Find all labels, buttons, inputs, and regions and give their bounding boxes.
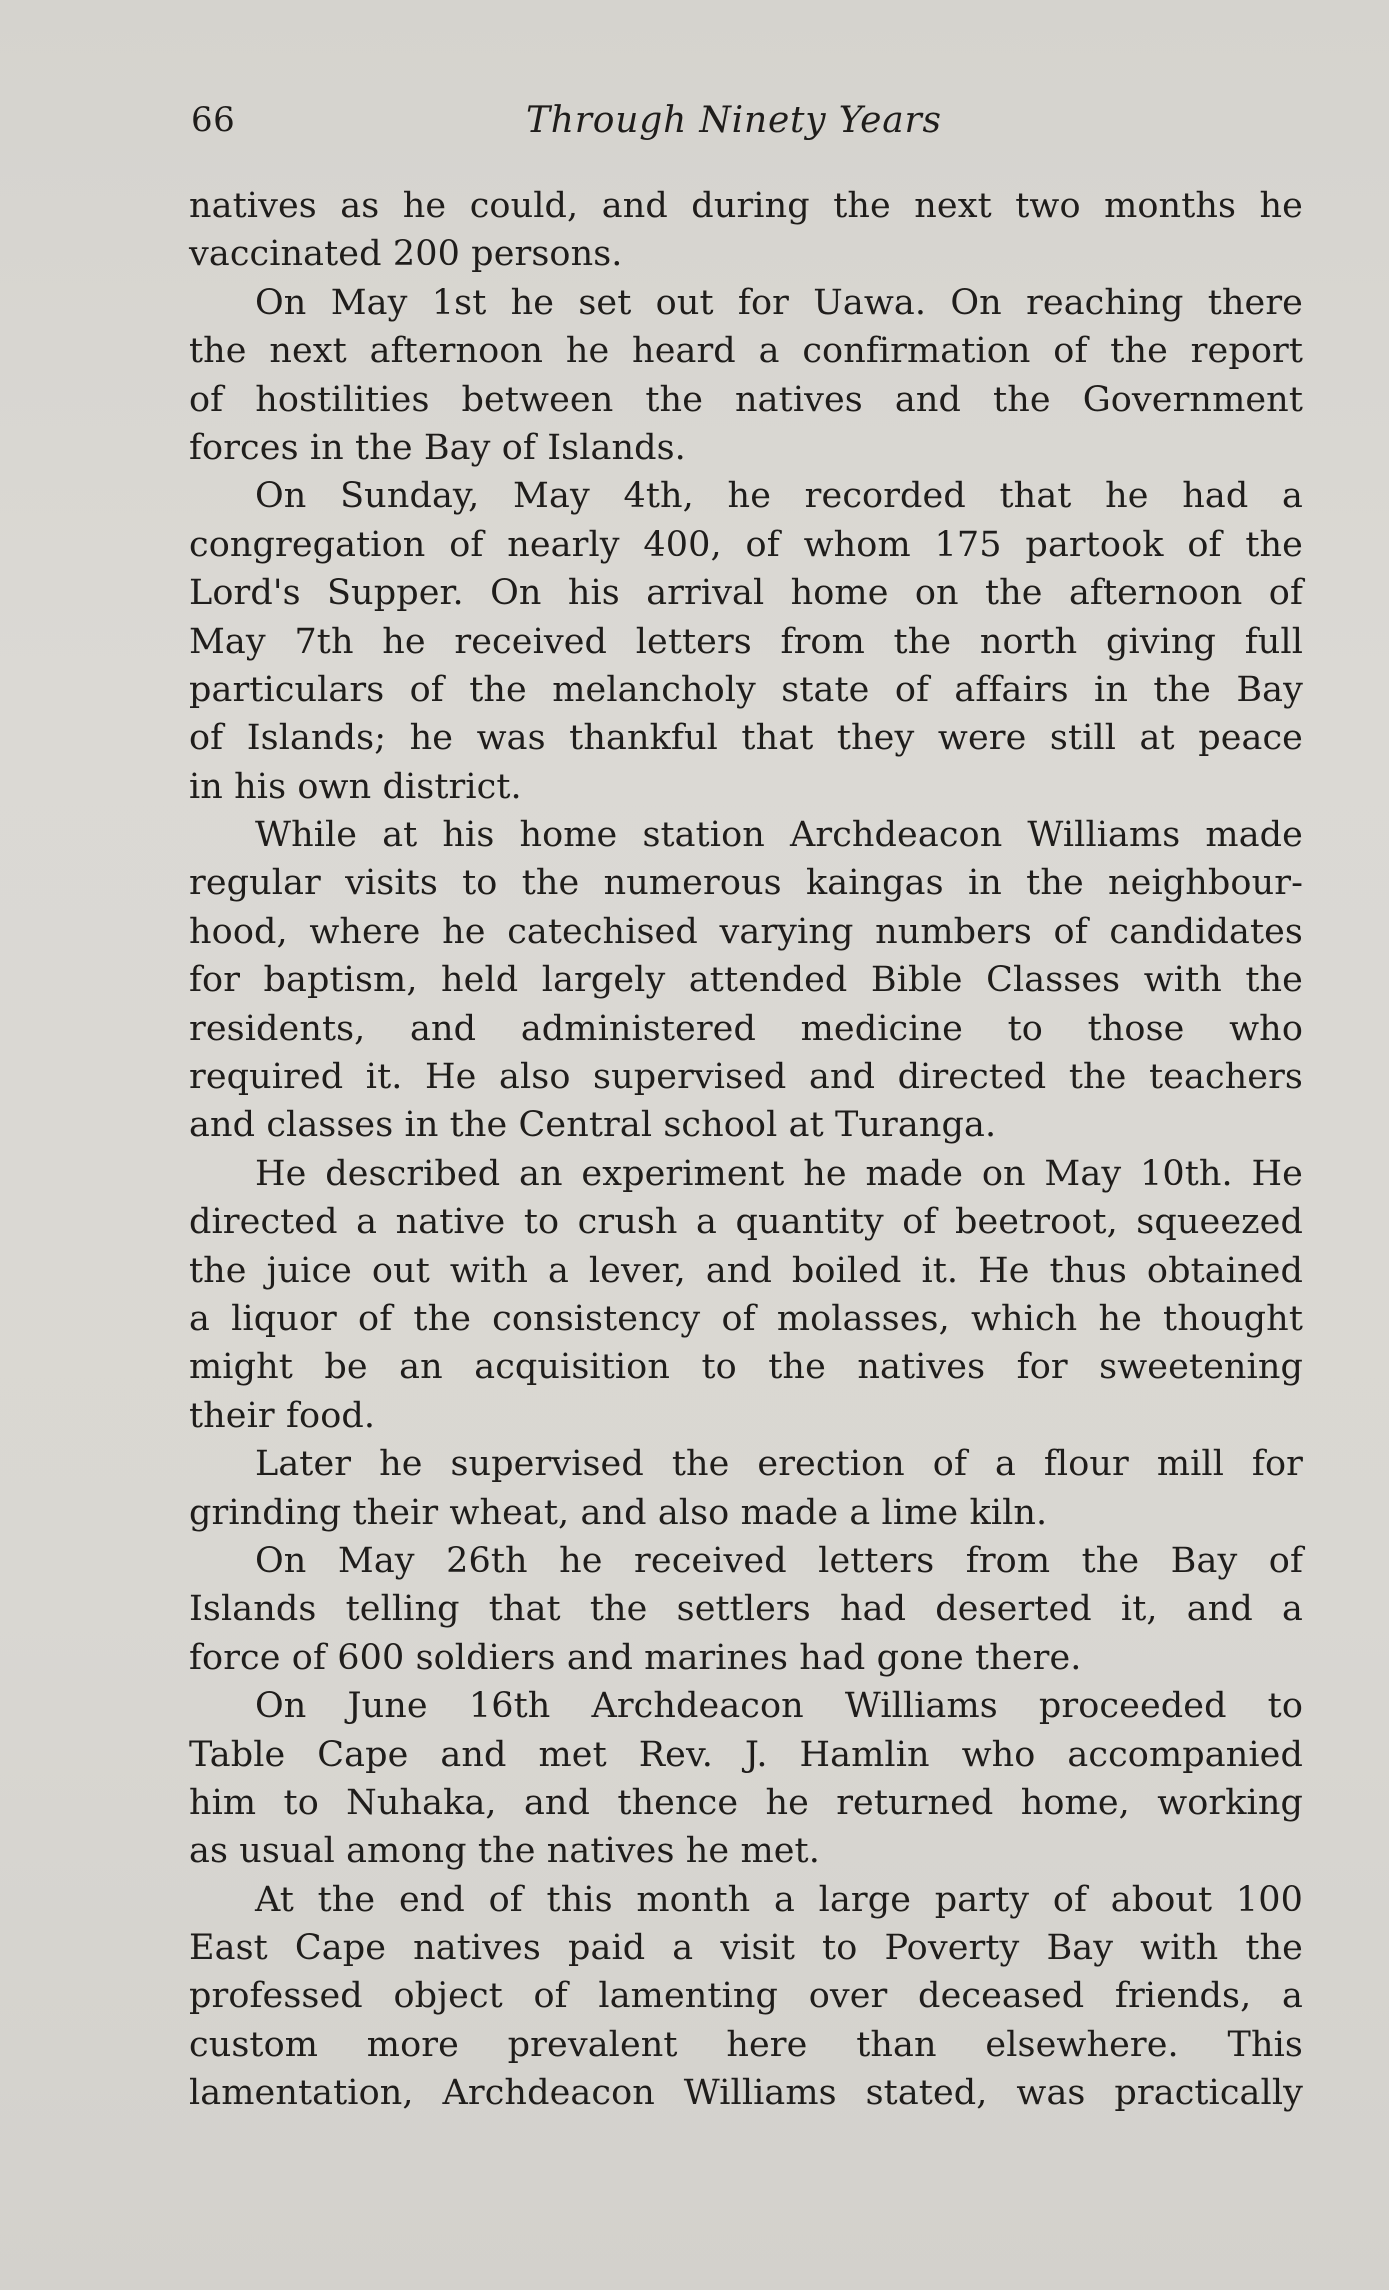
body-text: [189, 182, 1303, 2118]
text-line: the next afternoon he heard a confirmation of the report: [189, 331, 1303, 372]
text-line: and classes in the Central school at Turanga.: [189, 1105, 997, 1146]
text-line: May 7th he received letters from the north giving full: [189, 621, 1303, 662]
text-line: of Islands; he was thankful that they were still at peace: [189, 718, 1303, 759]
text-line: custom more prevalent here than elsewhere. This: [189, 2024, 1303, 2065]
paragraph-first-line: On May 1st he set out for Uawa. On reaching there: [255, 282, 1303, 323]
text-line: forces in the Bay of Islands.: [189, 427, 686, 468]
text-line: directed a native to crush a quantity of beetroot, squeezed: [189, 1202, 1303, 1243]
text-line: residents, and administered medicine to those who: [189, 1008, 1303, 1049]
text-line: him to Nuhaka, and thence he returned home, working: [189, 1782, 1303, 1823]
text-line: vaccinated 200 persons.: [189, 234, 623, 275]
running-title: Through Ninety Years: [526, 100, 942, 141]
text-line: regular visits to the numerous kaingas in the neighbour-: [189, 863, 1303, 904]
text-line: lamentation, Archdeacon Williams stated, was practically: [189, 2073, 1303, 2114]
text-line: a liquor of the consistency of molasses, which he thought: [189, 1298, 1303, 1339]
paragraph-first-line: On June 16th Archdeacon Williams proceeded to: [255, 1686, 1303, 1727]
paragraph-first-line: At the end of this month a large party of about 100: [255, 1879, 1303, 1920]
text-line: congregation of nearly 400, of whom 175 partook of the: [189, 524, 1303, 565]
paragraph-first-line: While at his home station Archdeacon Williams made: [255, 815, 1303, 856]
text-line: force of 600 soldiers and marines had gone there.: [189, 1637, 1082, 1678]
page-number: 66: [191, 100, 236, 140]
running-head: [191, 100, 1301, 160]
paragraph-first-line: He described an experiment he made on May 10th. He: [255, 1153, 1303, 1194]
text-line: Lord's Supper. On his arrival home on the afternoon of: [189, 573, 1303, 614]
text-line: required it. He also supervised and directed the teachers: [189, 1057, 1303, 1098]
text-line: Islands telling that the settlers had deserted it, and a: [189, 1589, 1303, 1630]
text-line: natives as he could, and during the next two months he: [189, 186, 1303, 226]
text-line: particulars of the melancholy state of affairs in the Bay: [189, 669, 1303, 710]
text-line: grinding their wheat, and also made a lime kiln.: [189, 1492, 1048, 1533]
text-line: their food.: [189, 1395, 376, 1436]
text-line: of hostilities between the natives and the Government: [189, 379, 1303, 420]
text-line: the juice out with a lever, and boiled it. He thus obtained: [189, 1250, 1303, 1291]
text-line: for baptism, held largely attended Bible Classes with the: [189, 960, 1303, 1001]
text-line: as usual among the natives he met.: [189, 1831, 820, 1872]
text-line: East Cape natives paid a visit to Poverty Bay with the: [189, 1928, 1303, 1969]
text-line: Table Cape and met Rev. J. Hamlin who accompanied: [189, 1734, 1303, 1775]
text-line: in his own district.: [189, 766, 522, 807]
text-line: might be an acquisition to the natives for sweetening: [189, 1347, 1303, 1388]
text-line: professed object of lamenting over deceased friends, a: [189, 1976, 1303, 2017]
paragraph-first-line: On May 26th he received letters from the Bay of: [255, 1540, 1303, 1581]
paragraph-first-line: Later he supervised the erection of a flour mill for: [255, 1444, 1303, 1485]
text-line: hood, where he catechised varying numbers of candidates: [189, 911, 1303, 952]
paragraph-first-line: On Sunday, May 4th, he recorded that he had a: [255, 476, 1303, 517]
